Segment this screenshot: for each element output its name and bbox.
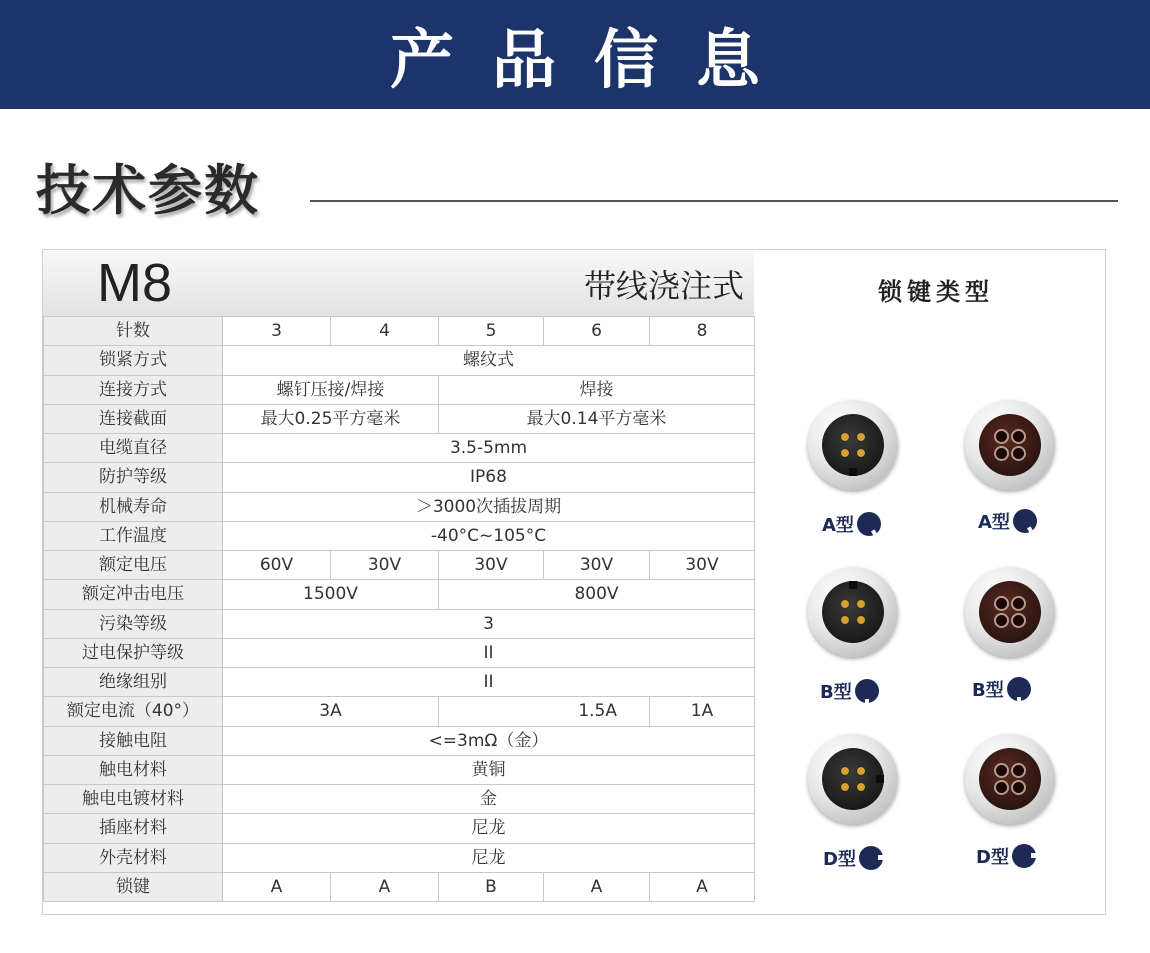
- cell: 3.5-5mm: [223, 434, 755, 463]
- row-label: 外壳材料: [44, 843, 223, 872]
- cell: A: [650, 872, 755, 901]
- table-row: [44, 404, 755, 433]
- cell: 5: [439, 317, 544, 346]
- key-a-icon: [1013, 509, 1037, 533]
- cell: -40°C~105°C: [223, 521, 755, 550]
- cell: B: [439, 872, 544, 901]
- lock-label-b-male: [820, 678, 879, 704]
- cell: 尼龙: [223, 843, 755, 872]
- cell: 30V: [650, 551, 755, 580]
- table-row: [44, 843, 755, 872]
- lock-label-text: A型: [978, 512, 1010, 533]
- table-row: [44, 755, 755, 784]
- lock-label-a-male: [822, 511, 881, 537]
- cell: 3: [223, 317, 331, 346]
- section-title: 技术参数: [36, 159, 260, 222]
- cell: 焊接: [439, 375, 755, 404]
- table-row: [44, 492, 755, 521]
- table-row: [44, 697, 755, 726]
- table-row: [44, 434, 755, 463]
- cell: 30V: [544, 551, 650, 580]
- key-a-icon: [857, 512, 881, 536]
- banner-title: 产品信息: [390, 23, 798, 98]
- row-label: 绝缘组别: [44, 668, 223, 697]
- lock-label-text: B型: [972, 680, 1004, 701]
- lock-label-d-female: [976, 843, 1036, 869]
- cell: ＞3000次插拔周期: [223, 492, 755, 521]
- row-label: 机械寿命: [44, 492, 223, 521]
- row-label: 额定冲击电压: [44, 580, 223, 609]
- table-row: [44, 346, 755, 375]
- section-divider: [310, 200, 1118, 202]
- lock-label-text: B型: [820, 682, 852, 703]
- row-label: 污染等级: [44, 609, 223, 638]
- male-connector-a-icon: [808, 400, 898, 490]
- cell: II: [223, 638, 755, 667]
- spec-table: [43, 316, 755, 902]
- table-row: [44, 785, 755, 814]
- cell: 最大0.25平方毫米: [223, 404, 439, 433]
- cell: 30V: [331, 551, 439, 580]
- table-row: [44, 726, 755, 755]
- female-connector-d-icon: [965, 734, 1055, 824]
- cell: 60V: [223, 551, 331, 580]
- key-b-icon: [855, 679, 879, 703]
- row-label: 插座材料: [44, 814, 223, 843]
- cell: <=3mΩ（金）: [223, 726, 755, 755]
- row-label: 额定电压: [44, 551, 223, 580]
- row-label: 额定电流（40°）: [44, 697, 223, 726]
- top-banner: [0, 0, 1150, 109]
- cell: IP68: [223, 463, 755, 492]
- cell: 1.5A: [439, 697, 650, 726]
- cell: 8: [650, 317, 755, 346]
- lock-label-b-female: [972, 676, 1031, 702]
- row-label: 电缆直径: [44, 434, 223, 463]
- cell: 1500V: [223, 580, 439, 609]
- male-connector-b-icon: [808, 567, 898, 657]
- product-header: [43, 250, 754, 317]
- row-label: 连接截面: [44, 404, 223, 433]
- cell: 3A: [223, 697, 439, 726]
- table-row: [44, 638, 755, 667]
- cell: 3: [223, 609, 755, 638]
- lock-label-text: D型: [823, 849, 856, 870]
- cell: A: [544, 872, 650, 901]
- female-connector-a-icon: [965, 400, 1055, 490]
- table-row: [44, 375, 755, 404]
- table-row: [44, 668, 755, 697]
- row-label: 过电保护等级: [44, 638, 223, 667]
- table-row: [44, 317, 755, 346]
- lock-label-text: D型: [976, 847, 1009, 868]
- cell: 1A: [650, 697, 755, 726]
- male-connector-d-icon: [808, 734, 898, 824]
- lock-types-title: 锁键类型: [878, 278, 994, 306]
- cell: II: [223, 668, 755, 697]
- row-label: 针数: [44, 317, 223, 346]
- cell: 最大0.14平方毫米: [439, 404, 755, 433]
- cell: 4: [331, 317, 439, 346]
- table-row: [44, 609, 755, 638]
- row-label: 防护等级: [44, 463, 223, 492]
- row-label: 锁紧方式: [44, 346, 223, 375]
- cell: 30V: [439, 551, 544, 580]
- key-d-icon: [1012, 844, 1036, 868]
- table-row: [44, 551, 755, 580]
- table-row: [44, 521, 755, 550]
- cell: 金: [223, 785, 755, 814]
- product-style: 带线浇注式: [583, 267, 744, 305]
- cell: 黄铜: [223, 755, 755, 784]
- row-label: 锁键: [44, 872, 223, 901]
- table-row: [44, 814, 755, 843]
- key-d-icon: [859, 846, 883, 870]
- row-label: 接触电阻: [44, 726, 223, 755]
- table-row: [44, 872, 755, 901]
- model-name: M8: [97, 253, 173, 313]
- cell: 尼龙: [223, 814, 755, 843]
- lock-label-a-female: [978, 508, 1037, 534]
- key-b-icon: [1007, 677, 1031, 701]
- table-row: [44, 580, 755, 609]
- cell: A: [331, 872, 439, 901]
- lock-label-text: A型: [822, 515, 854, 536]
- row-label: 触电电镀材料: [44, 785, 223, 814]
- row-label: 连接方式: [44, 375, 223, 404]
- cell: 6: [544, 317, 650, 346]
- row-label: 触电材料: [44, 755, 223, 784]
- cell: A: [223, 872, 331, 901]
- female-connector-b-icon: [965, 567, 1055, 657]
- lock-label-d-male: [823, 845, 883, 871]
- cell: 螺钉压接/焊接: [223, 375, 439, 404]
- cell: 螺纹式: [223, 346, 755, 375]
- cell: 800V: [439, 580, 755, 609]
- row-label: 工作温度: [44, 521, 223, 550]
- table-row: [44, 463, 755, 492]
